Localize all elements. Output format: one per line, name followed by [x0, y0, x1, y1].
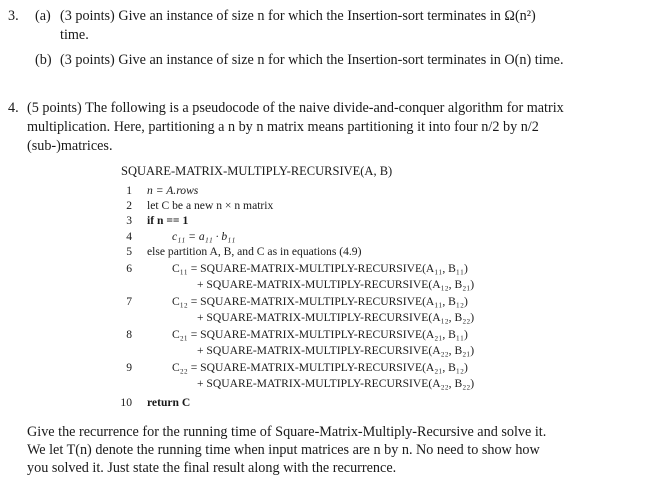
code-line: C₂₁ = SQUARE-MATRIX-MULTIPLY-RECURSIVE(A₂₁, B₁₁) [172, 328, 468, 341]
pseudocode-title: SQUARE-MATRIX-MULTIPLY-RECURSIVE(A, B) [121, 164, 393, 178]
closing-line3: you solved it. Just state the final result along with the recurrence. [27, 460, 397, 476]
line-number: 3 [126, 214, 132, 227]
line-number: 9 [126, 361, 132, 374]
code-line: C₁₁ = SQUARE-MATRIX-MULTIPLY-RECURSIVE(A₁₁, B₁₁) [172, 262, 468, 275]
code-line: c₁₁ = a₁₁ · b₁₁ [172, 230, 236, 243]
closing-line2: We let T(n) denote the running time when input matrices are n by n. No need to show how [27, 442, 540, 458]
line-number: 7 [126, 295, 132, 308]
line-number: 4 [126, 230, 132, 243]
code-line: + SQUARE-MATRIX-MULTIPLY-RECURSIVE(A₁₂, B₂₂) [197, 311, 475, 324]
line-number: 2 [126, 199, 132, 212]
code-line: + SQUARE-MATRIX-MULTIPLY-RECURSIVE(A₁₂, B₂₁) [197, 278, 475, 291]
code-line: let C be a new n × n matrix [147, 199, 274, 212]
q4-number: 4. [8, 100, 19, 116]
q3b-text: (3 points) Give an instance of size n for which the Insertion-sort terminates in O(n) time. [60, 52, 564, 68]
line-number: 6 [126, 262, 132, 275]
code-line: C₂₂ = SQUARE-MATRIX-MULTIPLY-RECURSIVE(A₂₁, B₁₂) [172, 361, 468, 374]
q3b-label: (b) [35, 52, 52, 68]
line-number: 8 [126, 328, 132, 341]
q3a-label: (a) [35, 8, 51, 24]
code-line: + SQUARE-MATRIX-MULTIPLY-RECURSIVE(A₂₂, B₂₁) [197, 344, 475, 357]
q3-number: 3. [8, 8, 19, 24]
code-line: + SQUARE-MATRIX-MULTIPLY-RECURSIVE(A₂₂, B₂₂) [197, 377, 475, 390]
line-number: 1 [126, 184, 132, 197]
line-number: 10 [120, 396, 132, 409]
q3a-text-line1: (3 points) Give an instance of size n for which the Insertion-sort terminates in Ω(n²) [60, 8, 536, 24]
code-line: return C [147, 396, 191, 409]
q4-text-line1: (5 points) The following is a pseudocode of the naive divide-and-conquer algorithm for matrix [27, 100, 564, 116]
q3a-text-line2: time. [60, 27, 89, 43]
closing-line1: Give the recurrence for the running time of Square-Matrix-Multiply-Recursive and solve it. [27, 424, 547, 440]
line-number: 5 [126, 245, 132, 258]
code-line: else partition A, B, and C as in equations (4.9) [147, 245, 362, 258]
code-line: C₁₂ = SQUARE-MATRIX-MULTIPLY-RECURSIVE(A₁₁, B₁₂) [172, 295, 468, 308]
code-line: if n == 1 [147, 214, 189, 227]
q4-text-line3: (sub-)matrices. [27, 138, 113, 154]
q4-text-line2: multiplication. Here, partitioning a n by n matrix means partitioning it into four n/2 by n/2 [27, 119, 539, 135]
code-line: n = A.rows [147, 184, 199, 197]
